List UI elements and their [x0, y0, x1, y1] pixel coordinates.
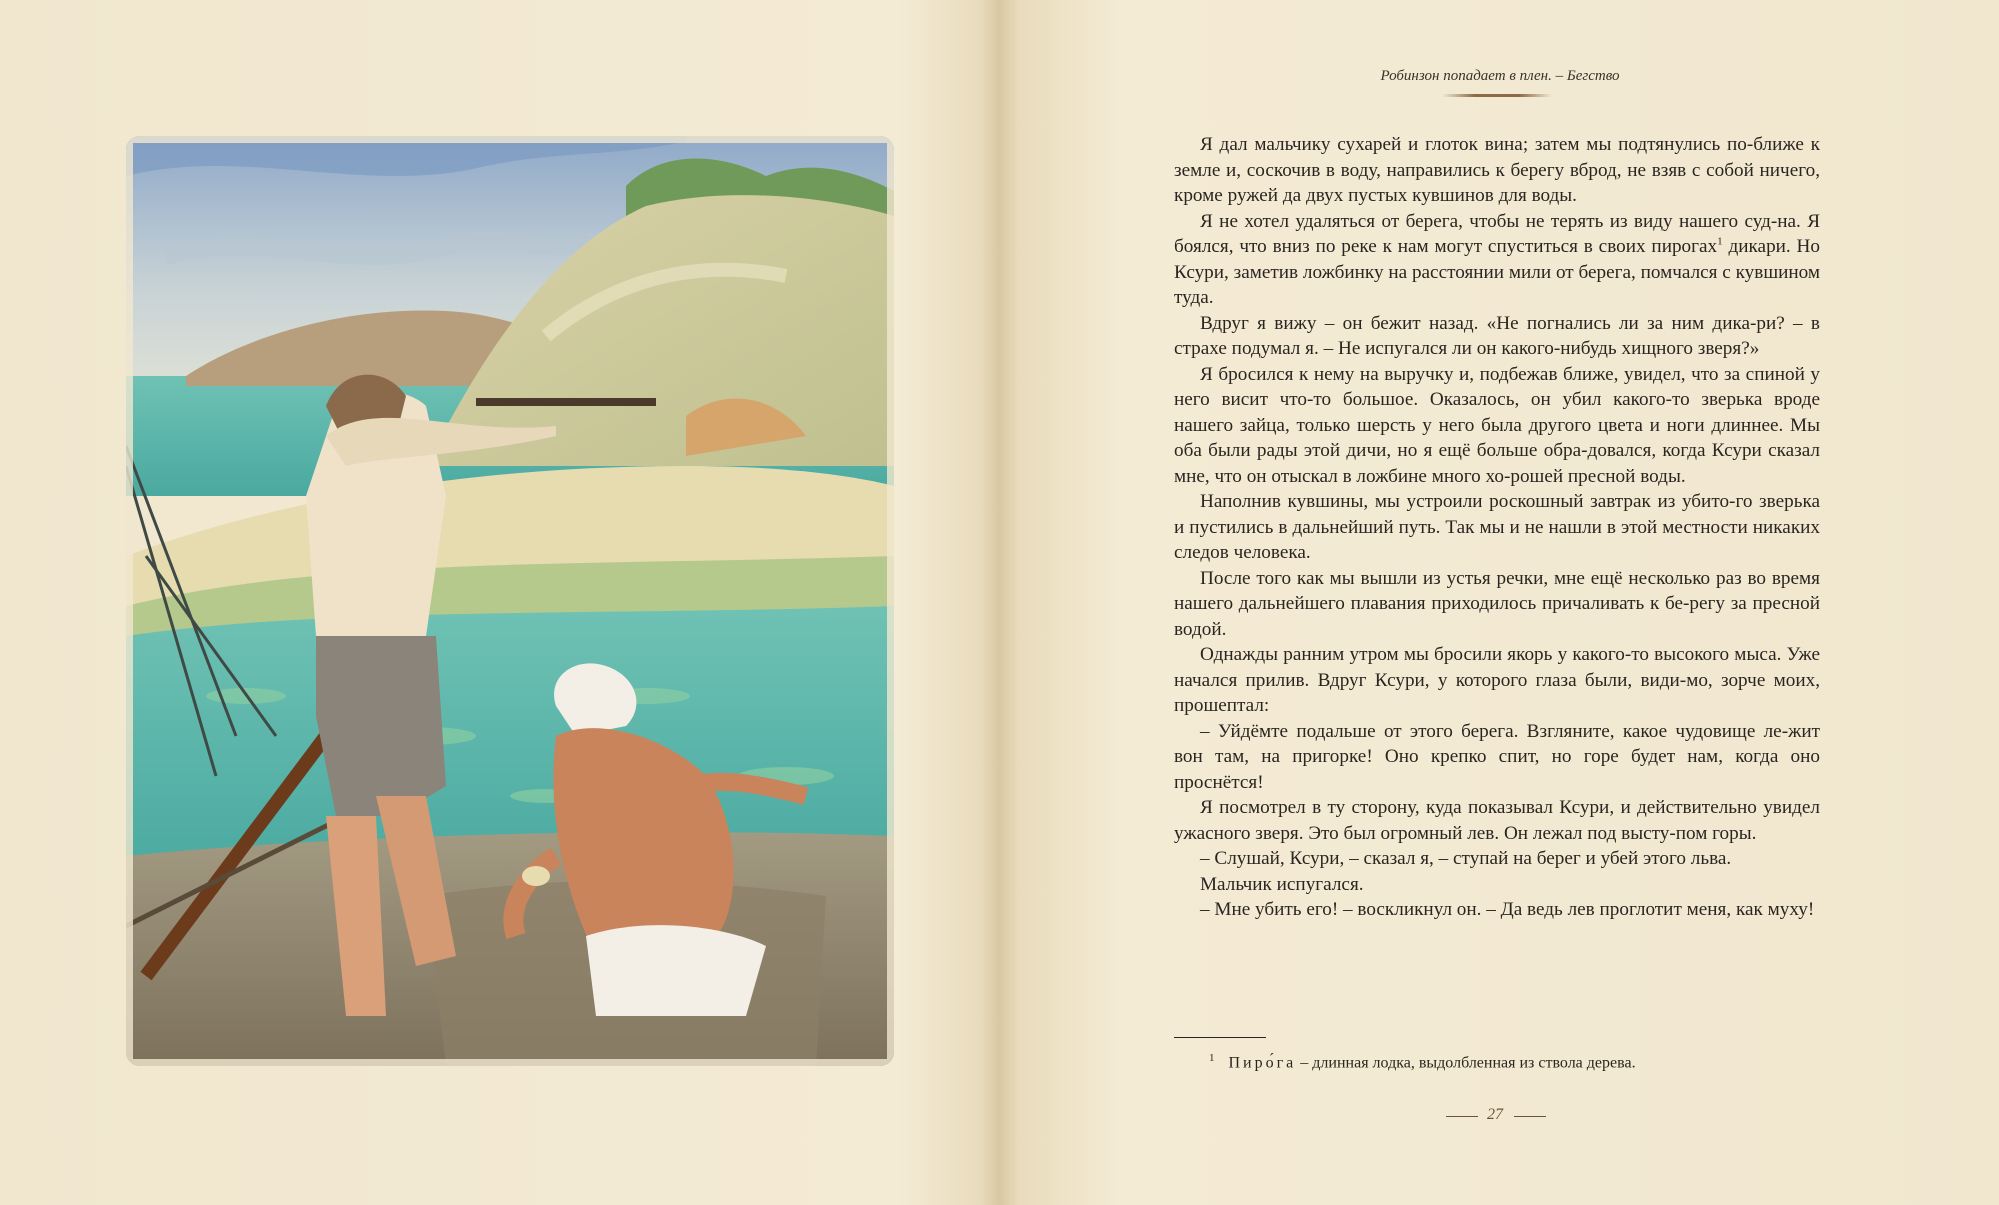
- paragraph: Однажды ранним утром мы бросили якорь у какого-то высокого мыса. Уже начался прилив. Вдруг Ксури, у которого глаза были, види-мо, зорче моих, прошептал:: [1174, 644, 1820, 716]
- folio-ornament-right: [1514, 1116, 1546, 1117]
- paragraph: Я бросился к нему на выручку и, подбежав ближе, увидел, что за спиной у него висит что-то большое. Оказалось, он убил какого-то зверька вроде нашего зайца, только шерсть у него была другого цвета и ноги длиннее. Мы оба были рады этой дичи, но я ещё больше обра-довался, когда Ксури сказал мне, что он отыскал в ложбине много хо-рошей пресной воды.: [1174, 363, 1820, 487]
- footnote-number: 1: [1209, 1052, 1215, 1064]
- footnote: [1209, 1047, 1829, 1074]
- paragraph: После того как мы вышли из устья речки, мне ещё несколько раз во время нашего дальнейшего плавания приходилось причаливать к бе-регу за пресной водой.: [1174, 567, 1820, 640]
- paragraph: Наполнив кувшины, мы устроили роскошный завтрак из убито-го зверька и пустились в дальнейший путь. Так мы и не нашли в этой местности никаких следов человека.: [1174, 491, 1820, 563]
- paragraph: – Уйдёмте подальше от этого берега. Взгляните, какое чудовище ле-жит вон там, на пригорке! Оно крепко спит, но горе будет нам, когда оно проснётся!: [1174, 720, 1820, 793]
- body-text: [1174, 132, 1820, 923]
- paragraph: Мальчик испугался.: [1200, 873, 1364, 895]
- left-page: [0, 0, 998, 1205]
- page-number: 27: [1487, 1106, 1503, 1123]
- paragraph: Я дал мальчику сухарей и глоток вина; затем мы подтянулись по-ближе к земле и, соскочив в воду, направились к берегу вброд, не взяв с собой ничего, кроме ружей да двух пустых кувшинов для воды.: [1174, 134, 1820, 206]
- running-head-ornament: [1442, 94, 1552, 97]
- footnote-definition: – длинная лодка, выдолбленная из ствола дерева.: [1300, 1054, 1636, 1072]
- footnote-term: Пиро́га: [1228, 1054, 1297, 1072]
- running-head: Робинзон попадает в плен. – Бегство: [1380, 68, 1620, 84]
- watercolor-illustration: [126, 136, 894, 1066]
- paragraph: Я не хотел удаляться от берега, чтобы не терять из виду нашего суд-на. Я боялся, что вниз по реке к нам могут спуститься в своих пирогах$^1$ дикари. Но Ксури, заметив ложбинку на расстоянии мили от берега, помчался с кувшином туда.: [1174, 210, 1821, 308]
- paragraph: Я посмотрел в ту сторону, куда показывал Ксури, и действительно увидел ужасного зверя. Это был огромный лев. Он лежал под высту-пом горы.: [1174, 797, 1820, 844]
- paragraph: – Мне убить его! – воскликнул он. – Да ведь лев проглотит меня, как муху!: [1200, 899, 1815, 920]
- footnote-reference: 1: [1717, 235, 1723, 248]
- footnote-divider: [1174, 1037, 1266, 1038]
- paragraph: Вдруг я вижу – он бежит назад. «Не погнались ли за ним дика-ри? – в страхе подумал я. – Не испугался ли он какого-нибудь хищного зверя?»: [1174, 312, 1820, 359]
- paragraph: – Слушай, Ксури, – сказал я, – ступай на берег и убей этого льва.: [1200, 848, 1732, 869]
- illustration-image: [126, 136, 894, 1066]
